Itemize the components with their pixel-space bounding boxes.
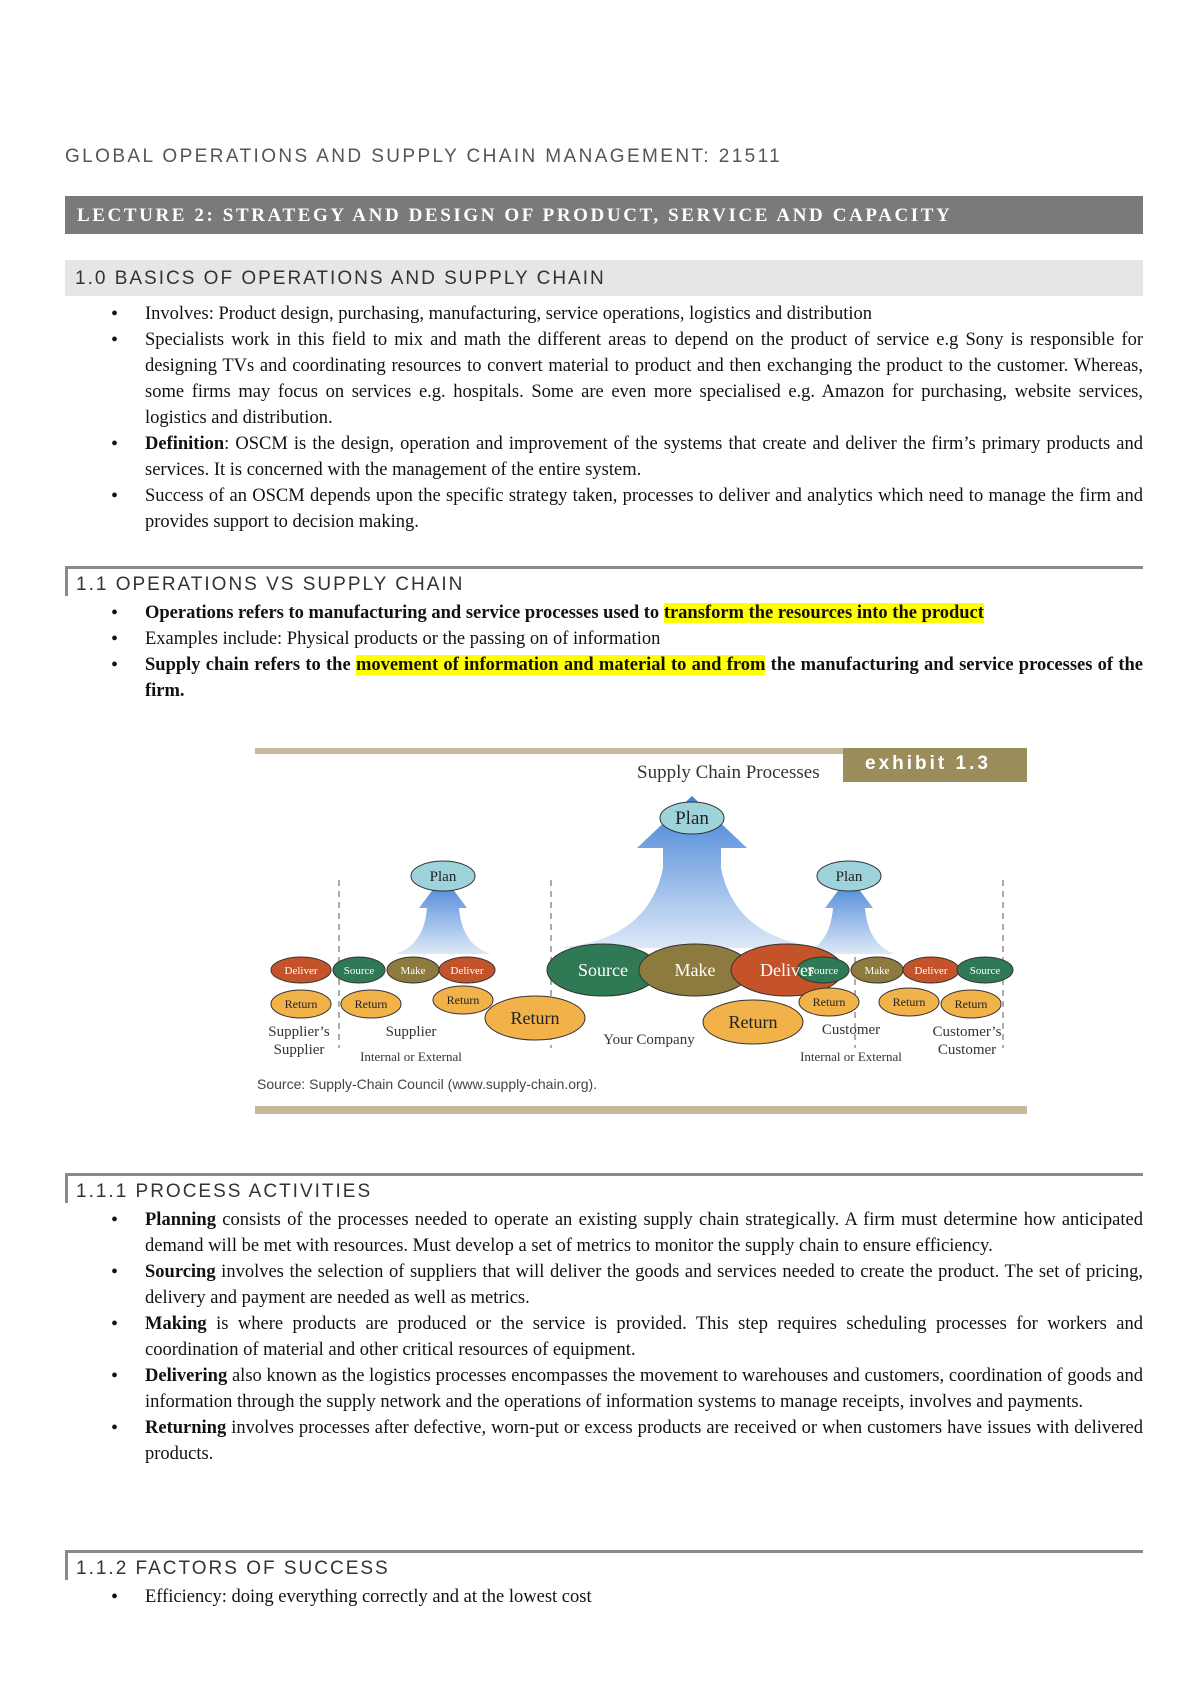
list-item bbox=[65, 600, 1143, 626]
list-item: • Involves: Product design, purchasing, manufacturing, service operations, logistics and distribution bbox=[65, 301, 1143, 327]
return-label: Return bbox=[284, 997, 318, 1011]
return-label: Return bbox=[354, 997, 388, 1011]
list-item: • Efficiency: doing everything correctly and at the lowest cost bbox=[65, 1584, 1143, 1610]
supply-chain-diagram bbox=[255, 748, 1027, 1114]
term-definition: Definition bbox=[145, 434, 225, 454]
entity-label: Your Company bbox=[603, 1032, 695, 1048]
section-heading-1-1-1: 1.1.1 PROCESS ACTIVITIES bbox=[65, 1173, 1143, 1203]
exhibit-label: exhibit 1.3 bbox=[843, 748, 1027, 782]
item-text-bold: the manufacturing and service processes of the firm. bbox=[145, 655, 1144, 701]
highlighted-text: movement of information and material to and from bbox=[355, 655, 766, 675]
return-label: Return bbox=[954, 997, 988, 1011]
entity-label: Supplier’s bbox=[268, 1024, 330, 1040]
bullet-list-1-1-2 bbox=[65, 1584, 1143, 1610]
deliver-label: Deliver bbox=[284, 965, 318, 977]
list-item bbox=[65, 1311, 1143, 1363]
term-delivering: Delivering bbox=[145, 1366, 228, 1386]
plan-label: Plan bbox=[835, 869, 863, 885]
term-sourcing: Sourcing bbox=[145, 1262, 216, 1282]
term-making: Making bbox=[145, 1314, 207, 1334]
entity-label: Customer’s bbox=[932, 1024, 1002, 1040]
item-text: consists of the processes needed to operate an existing supply chain strategically. A firm must determine how anticipated demand will be met with resources. Must develop a set of metrics to monitor the supply chain to ensure efficiency. bbox=[145, 1210, 1143, 1256]
entity-label: Supplier bbox=[385, 1024, 437, 1040]
source-label: Source bbox=[807, 965, 839, 977]
list-item bbox=[65, 1363, 1143, 1415]
deliver-label: Deliver bbox=[914, 965, 948, 977]
lecture-title-bar: LECTURE 2: STRATEGY AND DESIGN OF PRODUCT, SERVICE AND CAPACITY bbox=[65, 196, 1143, 234]
list-item bbox=[65, 1259, 1143, 1311]
list-item: • Examples include: Physical products or the passing on of information bbox=[65, 626, 1143, 652]
list-item bbox=[65, 1207, 1143, 1259]
figure-source: Source: Supply-Chain Council (www.supply-chain.org). bbox=[257, 1076, 598, 1092]
section-heading-1-1-2: 1.1.2 FACTORS OF SUCCESS bbox=[65, 1550, 1143, 1580]
return-label: Return bbox=[446, 993, 480, 1007]
figure-bottom-rule bbox=[255, 1106, 1027, 1114]
list-item: • Specialists work in this field to mix and math the different areas to depend on the product of service e.g Sony is responsible for designing TVs and coordinating resources to convert material to product and then exchanging the product to the customer. Whereas, some firms may focus on services e.g. hospitals. Some are even more specialised e.g. Amazon for purchasing, website services, logistics and distribution. bbox=[65, 327, 1143, 431]
term-planning: Planning bbox=[145, 1210, 216, 1230]
item-text: involves the selection of suppliers that will deliver the goods and services needed to create the product. The set of pricing, delivery and payment are needed as well as metrics. bbox=[145, 1262, 1143, 1308]
entity-label: Customer bbox=[821, 1022, 881, 1038]
bullet-list-1-1-1 bbox=[65, 1207, 1143, 1467]
section-heading-1-1: 1.1 OPERATIONS VS SUPPLY CHAIN bbox=[65, 566, 1143, 596]
item-text-bold: Operations refers to manufacturing and service processes used to bbox=[145, 603, 664, 623]
return-label: Return bbox=[892, 995, 926, 1009]
make-label: Make bbox=[674, 960, 716, 980]
plan-label: Plan bbox=[429, 869, 457, 885]
list-item bbox=[65, 1415, 1143, 1467]
make-label: Make bbox=[864, 965, 890, 977]
item-text: also known as the logistics processes encompasses the movement to warehouses and customers, coordination of goods and information through the supply network and the operations of information systems to manage receipts, involves and payments. bbox=[145, 1366, 1143, 1412]
plan-label: Plan bbox=[675, 808, 709, 829]
figure-title: Supply Chain Processes bbox=[637, 762, 820, 783]
term-returning: Returning bbox=[145, 1418, 227, 1438]
bullet-list-1-1 bbox=[65, 600, 1143, 704]
item-text: involves processes after defective, worn-put or excess products are received or when customers have issues with delivered products. bbox=[145, 1418, 1143, 1464]
highlighted-text: transform the resources into the product bbox=[663, 603, 984, 623]
entity-sublabel: Internal or External bbox=[360, 1049, 462, 1064]
deliver-label: Deliver bbox=[760, 960, 814, 980]
course-header: GLOBAL OPERATIONS AND SUPPLY CHAIN MANAGEMENT: 21511 bbox=[65, 146, 783, 167]
make-label: Make bbox=[400, 965, 426, 977]
item-text-bold: Supply chain refers to the bbox=[145, 655, 356, 675]
return-label: Return bbox=[510, 1008, 560, 1028]
return-label: Return bbox=[728, 1012, 778, 1032]
source-label: Source bbox=[578, 960, 628, 980]
bullet-list-1-0 bbox=[65, 301, 1143, 535]
list-item bbox=[65, 431, 1143, 483]
item-text: is where products are produced or the service is provided. This step requires scheduling processes for workers and coordination of material and other critical resources of equipment. bbox=[145, 1314, 1143, 1360]
entity-sublabel: Internal or External bbox=[800, 1049, 902, 1064]
deliver-label: Deliver bbox=[450, 965, 484, 977]
entity-label: Supplier bbox=[273, 1042, 325, 1058]
list-item: • Success of an OSCM depends upon the specific strategy taken, processes to deliver and analytics which need to manage the firm and provides support to decision making. bbox=[65, 483, 1143, 535]
entity-label: Customer bbox=[937, 1042, 997, 1058]
item-text: : OSCM is the design, operation and improvement of the systems that create and deliver the firm’s primary products and services. It is concerned with the management of the entire system. bbox=[145, 434, 1143, 480]
source-label: Source bbox=[969, 965, 1001, 977]
return-label: Return bbox=[812, 995, 846, 1009]
list-item bbox=[65, 652, 1143, 704]
supply-chain-figure bbox=[255, 748, 1027, 1114]
section-heading-1-0: 1.0 BASICS OF OPERATIONS AND SUPPLY CHAIN bbox=[65, 260, 1143, 296]
source-label: Source bbox=[343, 965, 375, 977]
